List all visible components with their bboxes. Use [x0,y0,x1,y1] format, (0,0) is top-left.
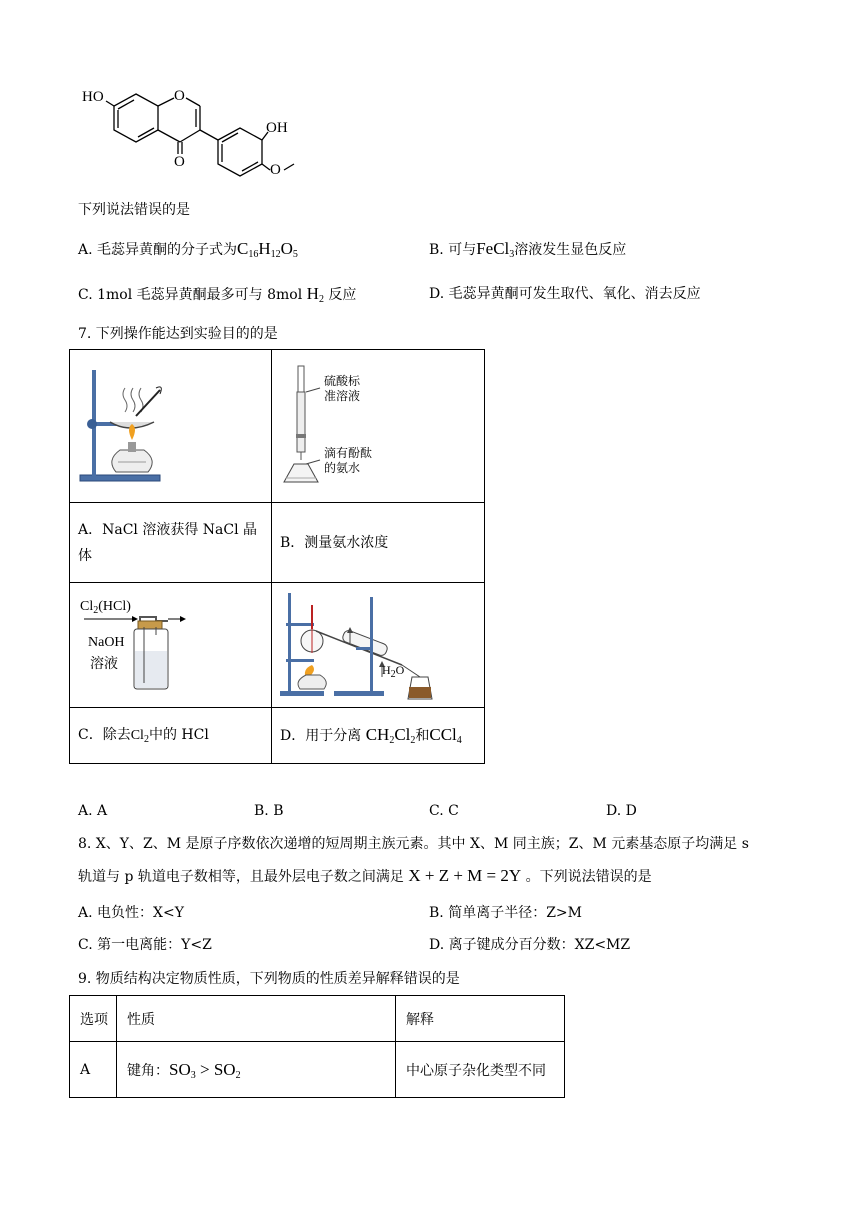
ring-oxygen-label: O [174,88,185,104]
q8-option-b: B. 简单离子半径：Z>M [429,905,582,921]
titrant-label-2: 准溶液 [324,389,361,403]
titration-apparatus-drawing [272,352,484,500]
q8-stem-line1: 8. X、Y、Z、M 是原子序数依次递增的短周期主族元素。其中 X、M 同主族；Z、M 元素基态原子均满足 s [78,836,749,852]
naoh-label: NaOH [88,635,125,650]
q7-caption-a-line1: A．NaCl 溶液获得 NaCl 晶 [78,521,258,538]
q7-caption-d: D．用于分离 $CH_2Cl_2$和CCl$_4$ [280,725,462,746]
q7-caption-a-line2: 体 [78,547,92,564]
q7-option-c: C. C [429,803,459,819]
q6-option-b: B. 可与FeCl$_3$溶液发生显色反应 [429,239,627,260]
q8-option-a: A. 电负性：X<Y [78,905,184,921]
distillation-apparatus-drawing [272,583,484,707]
q6-option-c: C. 1mol 毛蕊异黄酮最多可与 8mol $H_2$ 反应 [78,284,357,305]
q7-stem: 7. 下列操作能达到实验目的的是 [78,326,278,342]
q7-caption-a-cell [70,503,272,583]
ketone-oxygen-label: O [174,154,185,170]
q7-caption-c: C．除去$Cl_2$中的 HCl [78,727,209,745]
q9-table [69,995,565,1098]
q6-option-d: D. 毛蕊异黄酮可发生取代、氧化、消去反应 [429,286,701,302]
q8-stem-line2: 轨道与 p 轨道电子数相等，且最外层电子数之间满足 X + Z + M = 2Y 。下列说法错误的是 [78,866,652,885]
q6-option-a: A. 毛蕊异黄酮的分子式为$C_{16}H_{12}O_5$ [78,239,298,260]
q9-header-option: 选项 [70,996,117,1042]
molecule-structure [78,84,308,184]
q9-stem: 9. 物质结构决定物质性质，下列物质的性质差异解释错误的是 [78,971,460,987]
water-inlet-label: $H_2O$ [382,663,405,680]
ho-label: HO [82,89,104,105]
q7-caption-d-cell [272,708,485,764]
titrant-label-1: 硫酸标 [324,374,361,388]
methoxy-oxygen-label: O [270,162,281,178]
solution-label: 溶液 [90,656,118,672]
q7-image-a-cell [70,350,272,503]
q9-row-a-option: A [70,1042,117,1098]
q6-stem: 下列说法错误的是 [78,202,190,218]
q7-option-b: B. B [254,803,284,819]
q7-option-d: D. D [606,803,637,819]
q7-option-a: A. A [78,803,108,819]
oh-label: OH [266,120,288,136]
q7-image-d-cell [272,583,485,708]
q8-option-c: C. 第一电离能：Y<Z [78,937,212,953]
q8-option-d: D. 离子键成分百分数：XZ<MZ [429,937,631,953]
evaporation-apparatus-drawing [70,350,271,498]
q9-header-explanation: 解释 [396,996,565,1042]
gas-label: $Cl_2(HCl)$ [80,599,131,616]
q7-caption-c-cell [70,708,272,764]
q7-image-c-cell [70,583,272,708]
q7-caption-b-cell [272,503,485,583]
analyte-label-2: 的氨水 [324,461,361,475]
q9-row-a-explanation: 中心原子杂化类型不同 [396,1042,565,1098]
q9-header-property: 性质 [117,996,396,1042]
q7-image-b-cell [272,350,485,503]
q9-row-a-property: 键角：$SO_3 > SO_2$ [117,1042,396,1098]
analyte-label-1: 滴有酚酞 [324,446,373,460]
q8-equation: X + Z + M = 2Y [408,866,522,885]
q7-table [69,349,485,764]
q7-caption-b: B．测量氨水浓度 [280,534,389,551]
